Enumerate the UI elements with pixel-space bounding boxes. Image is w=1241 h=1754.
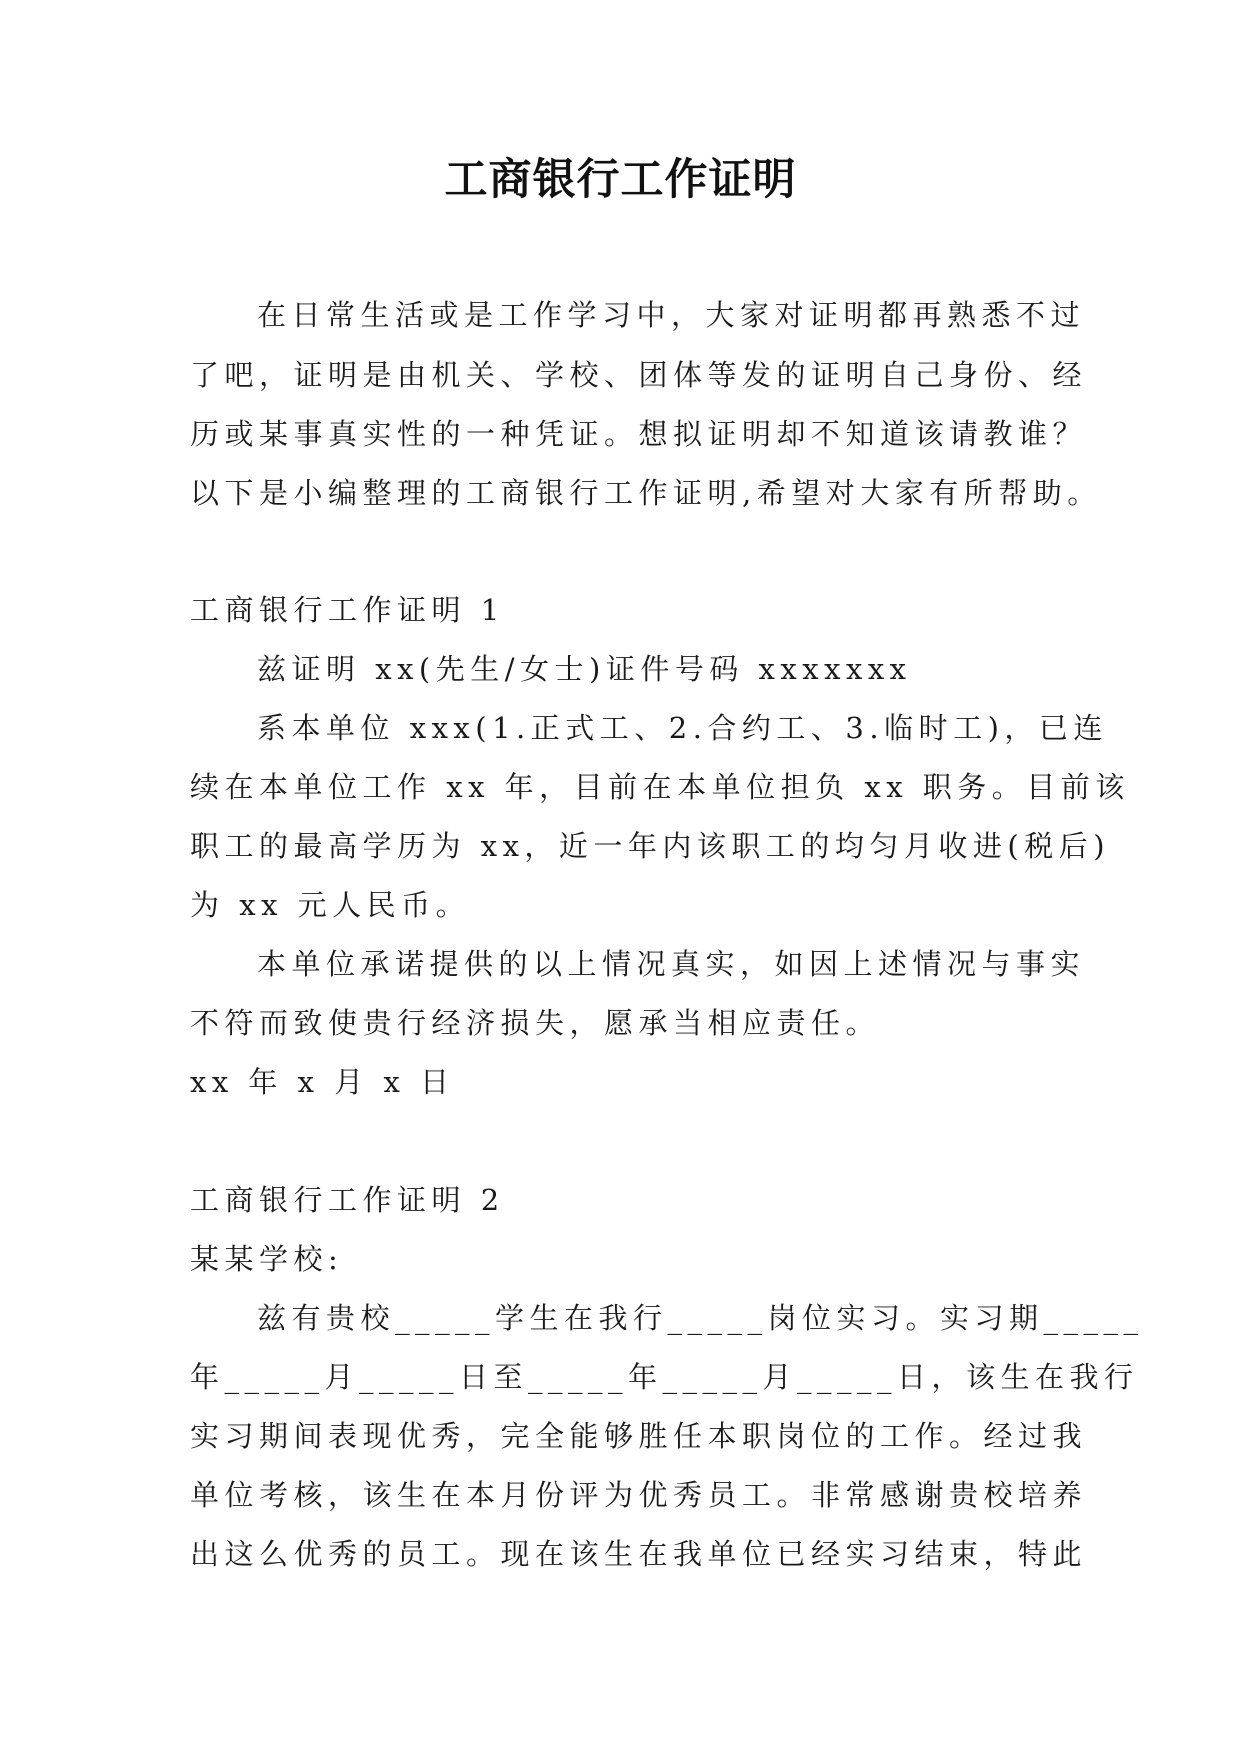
intro-line: 了吧，证明是由机关、学校、团体等发的证明自己身份、经 — [190, 358, 1088, 392]
section-2-line: 单位考核，该生在本月份评为优秀员工。非常感谢贵校培养 — [190, 1478, 1088, 1512]
section-2-line: 出这么优秀的员工。现在该生在我单位已经实习结束，特此 — [190, 1537, 1088, 1571]
section-1-date: xx 年 x 月 x 日 — [190, 1065, 455, 1099]
section-1-line: 不符而致使贵行经济损失，愿承当相应责任。 — [190, 1006, 881, 1040]
section-1-line: 系本单位 xxx(1.正式工、2.合约工、3.临时工)，已连 — [257, 711, 1108, 745]
intro-line: 历或某事真实性的一种凭证。想拟证明却不知道该请教谁？ — [190, 417, 1088, 451]
intro-line: 以下是小编整理的工商银行工作证明,希望对大家有所帮助。 — [190, 476, 1102, 510]
section-2-line: 实习期间表现优秀，完全能够胜任本职岗位的工作。经过我 — [190, 1419, 1088, 1453]
section-1-line: 本单位承诺提供的以上情况真实，如因上述情况与事实 — [257, 947, 1086, 981]
section-1-line: 兹证明 xx(先生/女士)证件号码 xxxxxxx — [257, 652, 912, 686]
intro-line: 在日常生活或是工作学习中，大家对证明都再熟悉不过 — [257, 298, 1086, 332]
section-2-salutation: 某某学校: — [190, 1242, 344, 1276]
section-1-line: 职工的最高学历为 xx，近一年内该职工的均匀月收进(税后) — [190, 829, 1111, 863]
section-2-line: 年_____月_____日至_____年_____月_____日，该生在我行 — [190, 1360, 1139, 1394]
section-1-heading: 工商银行工作证明 1 — [190, 593, 505, 627]
section-1-line: 续在本单位工作 xx 年，目前在本单位担负 xx 职务。目前该 — [190, 770, 1130, 804]
section-2-line: 兹有贵校_____学生在我行_____岗位实习。实习期_____ — [257, 1301, 1144, 1335]
section-2-heading: 工商银行工作证明 2 — [190, 1183, 505, 1217]
section-1-line: 为 xx 元人民币。 — [190, 888, 471, 922]
document-title: 工商银行工作证明 — [444, 155, 797, 205]
